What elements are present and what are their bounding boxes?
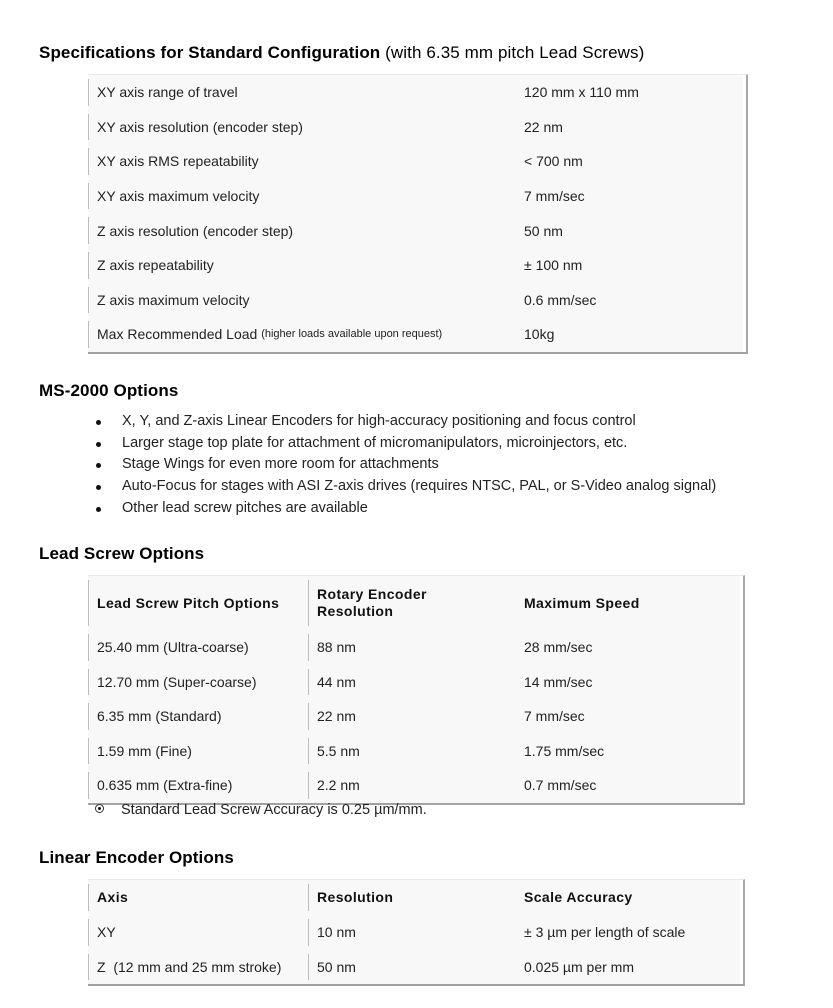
pitch-cell: 1.59 mm (Fine) — [88, 734, 308, 769]
pitch-cell: 0.635 mm (Extra-fine) — [88, 768, 308, 803]
resolution-cell: 50 nm — [308, 950, 515, 985]
spec-value: 50 nm — [524, 222, 563, 239]
spec-value: < 700 nm — [524, 153, 583, 170]
max-speed-cell: 14 mm/sec — [524, 673, 593, 690]
encoder-header-row — [88, 880, 743, 915]
note-text: Standard Lead Screw Accuracy is 0.25 µm/mm. — [121, 802, 427, 818]
spec-label-cell — [88, 317, 515, 352]
option-item: Larger stage top plate for attachment of micromanipulators, microinjectors, etc. — [95, 433, 716, 455]
spec-title: Specifications for Standard Configuration — [39, 43, 381, 62]
spec-value: 10kg — [524, 326, 555, 343]
lead-screw-row — [88, 734, 743, 769]
lead-screw-accuracy-note — [95, 802, 427, 818]
lead-screw-header-row — [88, 576, 743, 630]
spec-label: Z axis maximum velocity — [88, 283, 515, 318]
lead-screw-row — [88, 630, 743, 665]
spec-label: Max Recommended Load — [97, 326, 258, 343]
spec-heading — [39, 43, 644, 63]
spec-row — [88, 75, 746, 110]
spec-value: 120 mm x 110 mm — [524, 84, 639, 101]
encoder-resolution-cell: 22 nm — [308, 699, 515, 734]
lead-screw-row — [88, 699, 743, 734]
header-encoder-resolution: Rotary Encoder Resolution — [308, 576, 515, 630]
spec-row — [88, 317, 746, 352]
spec-row — [88, 213, 746, 248]
pitch-cell: 12.70 mm (Super-coarse) — [88, 665, 308, 700]
spec-subtitle: (with 6.35 mm pitch Lead Screws) — [385, 43, 645, 62]
spec-label-note: (higher loads available upon request) — [261, 328, 443, 341]
encoder-resolution-cell: 88 nm — [308, 630, 515, 665]
pitch-cell: 6.35 mm (Standard) — [88, 699, 308, 734]
max-speed-cell: 0.7 mm/sec — [524, 777, 597, 794]
spec-value: ± 100 nm — [524, 257, 583, 274]
spec-row — [88, 179, 746, 214]
header-max-speed: Maximum Speed — [524, 594, 640, 611]
scale-accuracy-cell: ± 3 µm per length of scale — [524, 924, 686, 941]
option-item: Other lead screw pitches are available — [95, 498, 716, 520]
spec-row — [88, 248, 746, 283]
spec-label: XY axis range of travel — [88, 75, 515, 110]
max-speed-cell: 1.75 mm/sec — [524, 742, 605, 759]
encoder-table — [88, 879, 745, 986]
header-axis: Axis — [88, 880, 308, 915]
axis-cell: XY — [88, 915, 308, 950]
spec-label: XY axis maximum velocity — [88, 179, 515, 214]
spec-label: Z axis resolution (encoder step) — [88, 213, 515, 248]
encoder-heading: Linear Encoder Options — [39, 848, 234, 867]
spec-row — [88, 110, 746, 145]
max-speed-cell: 28 mm/sec — [524, 639, 593, 656]
resolution-cell: 10 nm — [308, 915, 515, 950]
radio-bullet-icon — [95, 804, 104, 813]
spec-value: 0.6 mm/sec — [524, 291, 597, 308]
encoder-resolution-cell: 2.2 nm — [308, 768, 515, 803]
lead-screw-table — [88, 575, 745, 805]
header-scale-accuracy: Scale Accuracy — [524, 889, 633, 905]
spec-row — [88, 144, 746, 179]
encoder-row — [88, 915, 743, 950]
spec-table — [88, 74, 748, 354]
spec-label: Z axis repeatability — [88, 248, 515, 283]
options-heading: MS-2000 Options — [39, 381, 179, 400]
option-item: X, Y, and Z-axis Linear Encoders for high-accuracy positioning and focus control — [95, 411, 716, 433]
options-list — [95, 411, 716, 520]
lead-screw-heading: Lead Screw Options — [39, 544, 205, 563]
encoder-resolution-cell: 5.5 nm — [308, 734, 515, 769]
scale-accuracy-cell: 0.025 µm per mm — [524, 958, 634, 975]
header-resolution: Resolution — [308, 880, 515, 915]
encoder-resolution-cell: 44 nm — [308, 665, 515, 700]
axis-cell: Z (12 mm and 25 mm stroke) — [88, 950, 308, 985]
max-speed-cell: 7 mm/sec — [524, 708, 585, 725]
encoder-row — [88, 950, 743, 985]
spec-label: XY axis RMS repeatability — [88, 144, 515, 179]
spec-value: 22 nm — [524, 118, 563, 135]
header-pitch: Lead Screw Pitch Options — [88, 576, 308, 630]
spec-value: 7 mm/sec — [524, 188, 585, 205]
option-item: Auto-Focus for stages with ASI Z-axis drives (requires NTSC, PAL, or S-Video analog signal) — [95, 476, 716, 498]
spec-row — [88, 283, 746, 318]
lead-screw-row — [88, 768, 743, 803]
spec-label: XY axis resolution (encoder step) — [88, 110, 515, 145]
pitch-cell: 25.40 mm (Ultra-coarse) — [88, 630, 308, 665]
option-item: Stage Wings for even more room for attachments — [95, 454, 716, 476]
lead-screw-row — [88, 665, 743, 700]
